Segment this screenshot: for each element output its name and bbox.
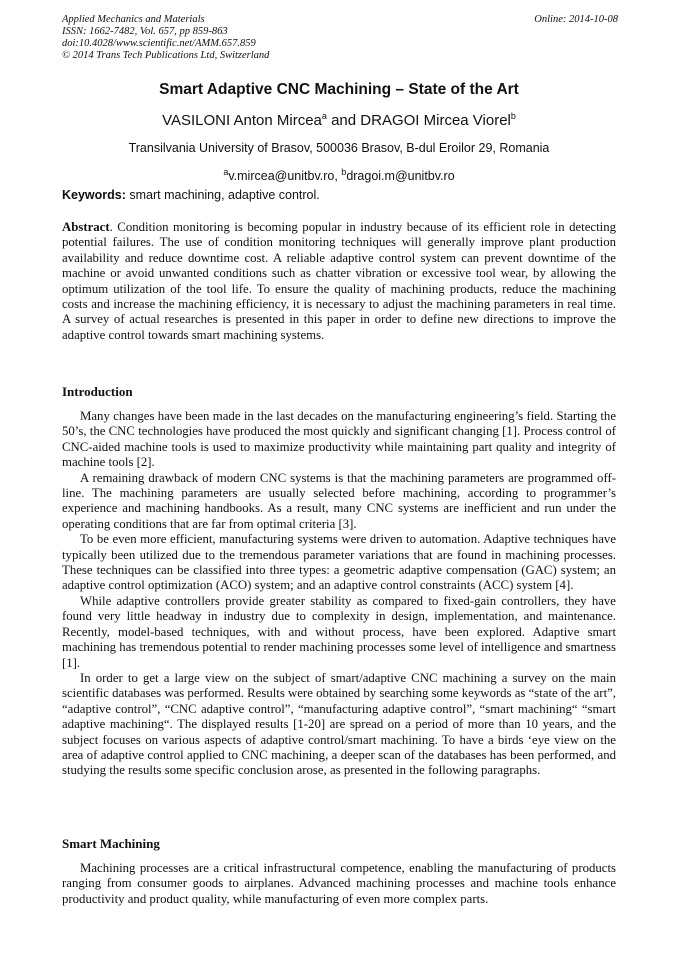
online-date: Online: 2014-10-08 — [534, 14, 618, 25]
section-introduction — [62, 384, 616, 779]
keywords — [62, 187, 616, 203]
section-body — [62, 409, 616, 779]
paragraph: A remaining drawback of modern CNC systems is that the machining parameters are programmed off-line. The machining parameters are usually selected before machining, according to programmer’s experience and machining handbooks. As a result, many CNC systems are inefficient and run under the operating conditions that are far from optimal criteria [3]. — [62, 470, 616, 531]
author-2-affil-mark: b — [510, 111, 516, 121]
paragraph: Machining processes are a critical infrastructural competence, enabling the manufacturing of products ranging from consumer goods to airplanes. Advanced machining processes and machine tools enhance productivity and product quality, while manufacturing of even more complex parts. — [62, 861, 616, 906]
journal-issn: ISSN: 1662-7482, Vol. 657, pp 859-863 — [62, 26, 228, 37]
abstract-text: . Condition monitoring is becoming popular in industry because of its efficient role in detecting potential failures. The use of condition monitoring techniques will generally improve plant production availability and reduce downtime cost. A reliable adaptive control system can prevent downtime of the machine or avoid unwanted conditions such as chatter vibration or excessive tool wear, by allowing the optimum utilization of the tool life. To ensure the quality of machining products, reduce the machining costs and increase the machining efficiency, it is necessary to adjust the machining parameters in real time. A survey of actual researches is presented in this paper in order to define new directions to improve the adaptive control towards smart machining systems. — [62, 220, 616, 342]
author-line — [62, 106, 616, 131]
affiliation: Transilvania University of Brasov, 500036 Brasov, B-dul Eroilor 29, Romania — [128, 141, 550, 155]
author-1: VASILONI Anton Mircea — [162, 112, 322, 129]
paragraph: In order to get a large view on the subject of smart/adaptive CNC machining a survey on the main scientific databases was performed. Results were obtained by searching some keywords as “state of the art”, “adaptive control”, “CNC adaptive control”, “manufacturing adaptive control”, “smart machining“ “smart adaptive machining“. The displayed results [1-20] are spread on a period of more than 10 years, and the subject focuses on various aspects of adaptive control/smart machining. To have a birds ‘eye view on the area of adaptive control applied to CNC machining, a deeper scan of the databases has been performed, and studying the results some specific conclusion arose, as presented in the following paragraphs. — [62, 670, 616, 778]
author-2: DRAGOI Mircea Viorel — [360, 112, 511, 129]
keywords-label: Keywords: — [62, 188, 126, 202]
section-title: Smart Machining — [62, 836, 160, 851]
email-line — [62, 164, 616, 184]
journal-name: Applied Mechanics and Materials — [62, 14, 205, 25]
paragraph: Many changes have been made in the last decades on the manufacturing engineering’s field. Starting the 50’s, the CNC technologies have produced the most quickly and significant changing [1]. Process control of CNC-aided machine tools is used to maximize productivity while maintaining part quality and integrity of machine tools [2]. — [62, 409, 616, 470]
journal-doi: doi:10.4028/www.scientific.net/AMM.657.859 — [62, 38, 256, 49]
email-a-mark: a — [223, 167, 229, 177]
abstract-label: Abstract — [62, 220, 110, 234]
journal-copyright: © 2014 Trans Tech Publications Ltd, Switzerland — [62, 50, 270, 61]
author-conjunction: and — [326, 112, 361, 129]
section-smart-machining — [62, 836, 616, 907]
journal-header — [62, 14, 618, 62]
section-body — [62, 861, 616, 907]
paragraph: To be even more efficient, manufacturing systems were driven to automation. Adaptive techniques have typically been utilized due to the tremendous parameter variations that are found in machining processes. These techniques can be classified into three types: a geometric adaptive compensation (GAC) system; an adaptive control optimization (ACO) system; and an adaptive control constraints (ACC) system [4]. — [62, 532, 616, 593]
section-title: Introduction — [62, 384, 133, 399]
title-block — [62, 80, 616, 184]
abstract — [62, 220, 616, 343]
email-a: v.mircea@unitbv.ro, — [228, 169, 342, 184]
keywords-text: smart machining, adaptive control. — [125, 188, 320, 202]
email-b-mark: b — [341, 167, 347, 177]
email-b: dragoi.m@unitbv.ro — [346, 169, 455, 184]
paragraph: While adaptive controllers provide greater stability as compared to fixed-gain controllers, they have found very little headway in industry due to complexity in design, implementation, and maintenance. Recently, model-based techniques, with and without process, have been explored. Adaptive smart machining has tremendous potential to render machining processes some level of intelligence and smartness [1]. — [62, 593, 617, 670]
author-1-affil-mark: a — [321, 111, 327, 121]
paper-title: Smart Adaptive CNC Machining – State of the Art — [159, 81, 519, 98]
